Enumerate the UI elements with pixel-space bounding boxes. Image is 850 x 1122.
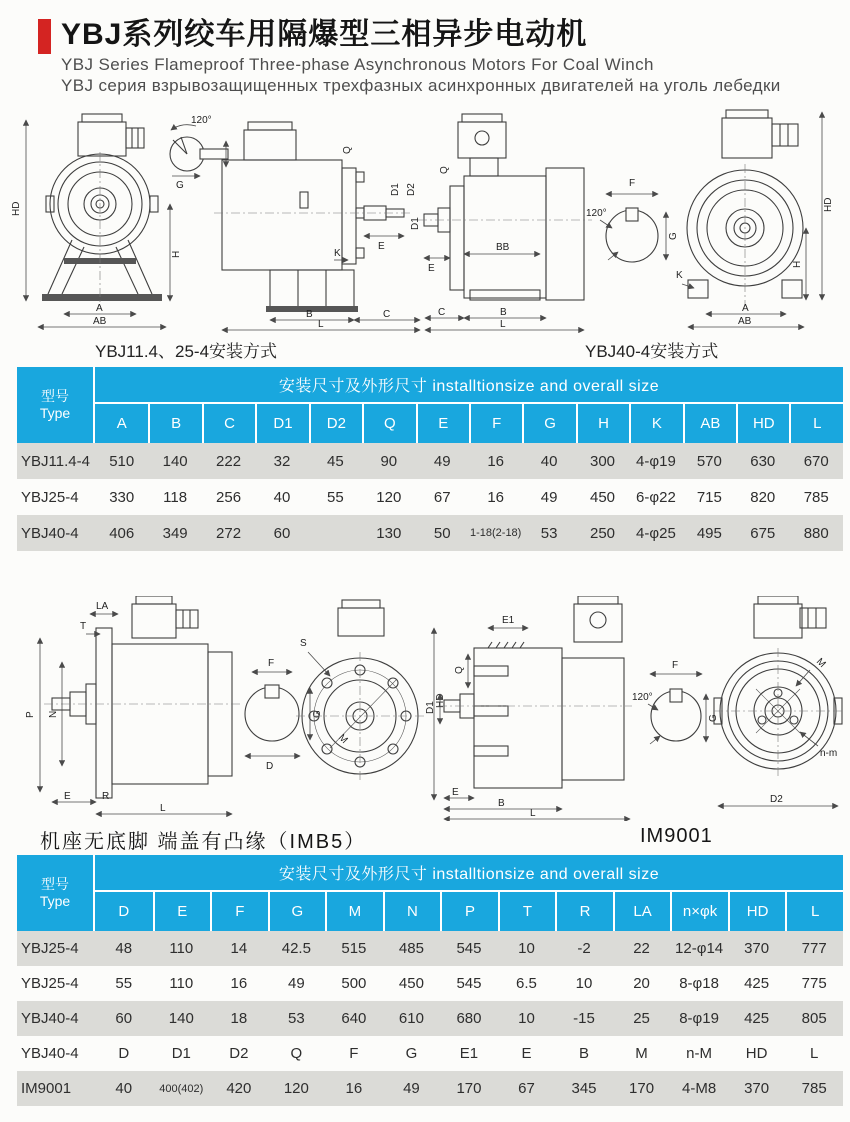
group-header: 安装尺寸及外形尺寸 installtionsize and overall size xyxy=(95,367,843,404)
dimension-value: 680 xyxy=(440,1001,498,1036)
installation-size-table-1 xyxy=(17,367,843,551)
dimension-value: 20 xyxy=(633,975,650,992)
svg-text:M: M xyxy=(813,656,828,671)
column-header: A xyxy=(95,404,148,443)
subtitle-english: YBJ Series Flameproof Three-phase Asynchronous Motors For Coal Winch xyxy=(61,55,654,74)
dimension-value: 715 xyxy=(696,488,722,506)
dimension-value: L xyxy=(810,1045,819,1062)
svg-text:F: F xyxy=(268,658,275,669)
svg-text:B: B xyxy=(500,307,507,318)
dimension-value: 16 xyxy=(469,443,522,479)
svg-text:B: B xyxy=(498,798,505,809)
table-row xyxy=(17,1071,843,1106)
svg-text:A: A xyxy=(742,303,749,314)
svg-text:E: E xyxy=(428,263,435,274)
caption-mount-ybj11: YBJ11.4、25-4安装方式 xyxy=(95,342,278,361)
svg-text:L: L xyxy=(160,803,166,814)
caption-row-2 xyxy=(0,821,850,855)
dimension-value: 140 xyxy=(153,1001,211,1036)
row-type: YBJ40-4 xyxy=(21,1045,79,1062)
svg-text:C: C xyxy=(438,307,446,318)
dimension-value: 49 xyxy=(288,975,305,992)
svg-text:D1: D1 xyxy=(390,183,401,196)
dimension-value: 170 xyxy=(613,1071,671,1106)
svg-text:AB: AB xyxy=(93,316,107,327)
table-row xyxy=(17,966,843,1001)
dimension-value: -2 xyxy=(555,931,613,966)
dimension-value: 40 xyxy=(273,488,291,506)
dimension-value: 110 xyxy=(169,975,194,992)
svg-text:K: K xyxy=(676,270,683,281)
svg-text:G: G xyxy=(312,710,323,718)
svg-text:K: K xyxy=(334,248,341,259)
svg-text:LA: LA xyxy=(96,601,109,612)
dimension-value: 785 xyxy=(803,488,829,506)
dimension-value: 16 xyxy=(230,975,248,992)
dimension-value: 820 xyxy=(750,488,776,506)
svg-text:T: T xyxy=(80,621,87,632)
caption-im9001: IM9001 xyxy=(640,825,713,847)
table-row xyxy=(17,515,843,551)
dimension-value: 805 xyxy=(785,1001,843,1036)
dimension-value: 4-φ25 xyxy=(629,515,682,551)
dimension-value: 420 xyxy=(210,1071,268,1106)
dimension-value: G xyxy=(405,1045,418,1062)
svg-text:B: B xyxy=(306,309,313,320)
dimension-value: 140 xyxy=(148,443,201,479)
side-view-imb5-drawing xyxy=(25,596,240,814)
column-header: HD xyxy=(736,404,789,443)
side-view-ybj11-drawing xyxy=(214,122,420,330)
dimension-value: 55 xyxy=(115,975,133,992)
dimension-value: 775 xyxy=(801,975,827,992)
dimension-value: B xyxy=(579,1045,590,1062)
svg-text:M: M xyxy=(335,732,350,747)
dimension-value: 349 xyxy=(148,515,201,551)
svg-text:F: F xyxy=(672,660,679,671)
dimension-value: F xyxy=(349,1045,359,1062)
caption-mount-ybj40: YBJ40-4安装方式 xyxy=(585,342,719,361)
dimension-value: 406 xyxy=(95,515,148,551)
svg-text:D1: D1 xyxy=(425,701,436,714)
dimension-value: 256 xyxy=(216,488,242,506)
dimension-value: 49 xyxy=(540,488,558,506)
dimension-value: 425 xyxy=(744,975,770,992)
dimension-value: 485 xyxy=(383,931,441,966)
subtitle-russian: YBJ серия взрывозащищенных трехфазных асинхронных двигателей на уголь лебедки xyxy=(61,76,781,95)
svg-text:D1: D1 xyxy=(410,217,421,230)
dimension-value: 12-φ14 xyxy=(670,931,728,966)
svg-text:Q: Q xyxy=(439,166,450,174)
dimension-value: 8-φ18 xyxy=(679,975,719,992)
row-type: YBJ25-4 xyxy=(17,931,95,966)
dimension-value: 610 xyxy=(383,1001,441,1036)
column-header: L xyxy=(789,404,843,443)
svg-text:L: L xyxy=(500,319,506,330)
dimension-value: D2 xyxy=(229,1045,249,1062)
svg-text:L: L xyxy=(318,319,324,330)
column-header: n×φk xyxy=(670,892,728,931)
column-header: T xyxy=(498,892,556,931)
table-row xyxy=(17,1036,843,1071)
column-header: L xyxy=(785,892,843,931)
svg-text:HD: HD xyxy=(435,693,446,708)
dimension-value: 4-φ19 xyxy=(629,443,682,479)
dimension-value: 16 xyxy=(487,488,504,506)
dimension-value: n-M xyxy=(686,1045,712,1062)
dimension-value: 25 xyxy=(613,1001,671,1036)
svg-text:G: G xyxy=(708,714,719,722)
dimension-value: 250 xyxy=(576,515,629,551)
dimension-value: 8-φ19 xyxy=(670,1001,728,1036)
dimension-value: 777 xyxy=(785,931,843,966)
column-header: F xyxy=(210,892,268,931)
caption-row-1 xyxy=(0,333,850,367)
dimension-value: 500 xyxy=(341,975,367,992)
row-type: IM9001 xyxy=(17,1071,95,1106)
dimension-value: 545 xyxy=(440,931,498,966)
dimension-value: 400(402) xyxy=(153,1071,211,1106)
svg-text:G: G xyxy=(668,232,679,240)
dimension-value: 450 xyxy=(589,488,616,506)
technical-drawings-foot-mounted xyxy=(0,108,850,333)
dimension-value: 450 xyxy=(398,975,424,992)
svg-text:H: H xyxy=(171,250,182,258)
dimension-value: D1 xyxy=(171,1045,191,1062)
svg-text:S: S xyxy=(300,638,307,649)
dimension-value: 545 xyxy=(456,975,482,992)
dimension-value: 120 xyxy=(376,488,402,506)
svg-text:Q: Q xyxy=(454,666,465,674)
dimension-value: 120 xyxy=(268,1071,326,1106)
dimension-value: 49 xyxy=(383,1071,441,1106)
svg-text:120°: 120° xyxy=(586,208,607,219)
type-column-header: 型号 Type xyxy=(17,367,95,443)
dimension-value: 60 xyxy=(255,515,308,551)
dimension-value: 10 xyxy=(498,1001,556,1036)
column-header: G xyxy=(522,404,575,443)
svg-text:E: E xyxy=(64,791,71,802)
dimension-value: 67 xyxy=(433,488,451,506)
svg-text:C: C xyxy=(383,309,391,320)
dimension-value: 370 xyxy=(728,1071,786,1106)
dimension-value: 53 xyxy=(522,515,575,551)
dimension-value: 1-18(2-18) xyxy=(469,515,522,551)
svg-text:BB: BB xyxy=(496,242,510,253)
dimension-value: 55 xyxy=(327,488,344,506)
dimension-value: 18 xyxy=(210,1001,268,1036)
row-type: YBJ25-4 xyxy=(21,488,79,506)
svg-text:E1: E1 xyxy=(502,615,515,626)
flange-front-view-drawing xyxy=(296,600,446,800)
column-header: B xyxy=(148,404,201,443)
dimension-value: 222 xyxy=(202,443,255,479)
dimension-value: 630 xyxy=(736,443,789,479)
front-view-ybj40-drawing xyxy=(676,110,834,327)
column-header: Q xyxy=(362,404,415,443)
page-title: YBJ系列绞车用隔爆型三相异步电动机 xyxy=(61,18,588,51)
front-view-ybj11-drawing xyxy=(11,114,182,327)
side-view-im9001-drawing xyxy=(425,596,632,819)
installation-size-table-2 xyxy=(17,855,843,1106)
shaft-section-detail-3 xyxy=(245,658,323,772)
table-row xyxy=(17,1001,843,1036)
column-header: D1 xyxy=(255,404,308,443)
dimension-value: 10 xyxy=(498,931,556,966)
technical-drawings-flange-mounted xyxy=(0,596,850,821)
group-header: 安装尺寸及外形尺寸 installtionsize and overall size xyxy=(95,855,843,892)
svg-text:AB: AB xyxy=(738,316,752,327)
column-header: K xyxy=(629,404,682,443)
dimension-value: 90 xyxy=(362,443,415,479)
dimension-value: M xyxy=(635,1045,648,1062)
dimension-value: 675 xyxy=(736,515,789,551)
row-type: YBJ40-4 xyxy=(17,515,95,551)
svg-text:P: P xyxy=(25,711,36,718)
dimension-value: -15 xyxy=(555,1001,613,1036)
svg-text:HD: HD xyxy=(823,197,834,212)
svg-text:D2: D2 xyxy=(770,794,783,805)
dimension-value: 10 xyxy=(575,975,593,992)
dimension-value: 670 xyxy=(789,443,843,479)
dimension-value: 50 xyxy=(416,515,469,551)
svg-text:n-m: n-m xyxy=(820,748,838,759)
column-header: G xyxy=(268,892,326,931)
dimension-value: 785 xyxy=(785,1071,843,1106)
svg-text:F: F xyxy=(629,178,636,189)
dimension-value: 4-M8 xyxy=(670,1071,728,1106)
column-header: R xyxy=(555,892,613,931)
dimension-value: 425 xyxy=(728,1001,786,1036)
row-type: YBJ40-4 xyxy=(17,1001,95,1036)
column-header: LA xyxy=(613,892,671,931)
dimension-value: 22 xyxy=(613,931,671,966)
table-row xyxy=(17,443,843,479)
column-header: P xyxy=(440,892,498,931)
svg-text:Q: Q xyxy=(342,146,353,154)
row-type: YBJ25-4 xyxy=(21,975,79,992)
shaft-section-detail-4 xyxy=(632,660,719,744)
row-type: YBJ11.4-4 xyxy=(17,443,95,479)
column-header: H xyxy=(576,404,629,443)
dimension-value: 49 xyxy=(416,443,469,479)
svg-text:120°: 120° xyxy=(191,115,212,126)
dimension-value: 330 xyxy=(109,488,135,506)
svg-text:N: N xyxy=(48,710,59,718)
dimension-value: 42.5 xyxy=(268,931,326,966)
column-header: D xyxy=(95,892,153,931)
dimension-value: 130 xyxy=(362,515,415,551)
title-accent-bar xyxy=(38,19,51,54)
dimension-value: 640 xyxy=(325,1001,383,1036)
dimension-value: 40 xyxy=(522,443,575,479)
column-header: HD xyxy=(728,892,786,931)
front-view-im9001-drawing xyxy=(714,596,842,806)
svg-text:D2: D2 xyxy=(406,183,417,196)
dimension-value: Q xyxy=(290,1045,303,1062)
type-column-header: 型号 Type xyxy=(17,855,95,931)
table-row xyxy=(17,479,843,515)
dimension-value: 40 xyxy=(95,1071,153,1106)
dimension-value: 6.5 xyxy=(516,975,537,992)
svg-text:A: A xyxy=(96,303,103,314)
svg-text:H: H xyxy=(792,260,803,268)
dimension-value: 370 xyxy=(728,931,786,966)
dimension-value: 16 xyxy=(325,1071,383,1106)
dimension-value: 515 xyxy=(325,931,383,966)
dimension-value: 14 xyxy=(210,931,268,966)
column-header: C xyxy=(202,404,255,443)
page-header xyxy=(0,0,850,96)
shaft-section-detail-2 xyxy=(586,178,679,262)
shaft-section-detail-1 xyxy=(170,115,228,191)
dimension-value xyxy=(309,515,362,551)
column-header: D2 xyxy=(309,404,362,443)
svg-text:E: E xyxy=(452,787,459,798)
dimension-value: D xyxy=(118,1045,130,1062)
dimension-value: 170 xyxy=(440,1071,498,1106)
dimension-value: E1 xyxy=(459,1045,479,1062)
svg-text:L: L xyxy=(530,808,536,819)
dimension-value: 45 xyxy=(309,443,362,479)
column-header: AB xyxy=(683,404,736,443)
svg-text:G: G xyxy=(176,180,184,191)
dimension-value: 300 xyxy=(576,443,629,479)
dimension-value: 48 xyxy=(95,931,153,966)
caption-imb5: 机座无底脚 端盖有凸缘（IMB5） xyxy=(40,831,367,853)
dimension-value: 110 xyxy=(153,931,211,966)
column-header: F xyxy=(469,404,522,443)
svg-text:D: D xyxy=(266,761,274,772)
column-header: M xyxy=(325,892,383,931)
column-header: N xyxy=(383,892,441,931)
column-header: E xyxy=(153,892,211,931)
dimension-value: 880 xyxy=(789,515,843,551)
dimension-value: E xyxy=(521,1045,532,1062)
dimension-value: 118 xyxy=(163,488,188,506)
dimension-value: 32 xyxy=(255,443,308,479)
dimension-value: 570 xyxy=(683,443,736,479)
table-row xyxy=(17,931,843,966)
dimension-value: 510 xyxy=(95,443,148,479)
column-header: E xyxy=(416,404,469,443)
svg-text:R: R xyxy=(102,791,110,802)
svg-text:E: E xyxy=(378,241,385,252)
dimension-value: 495 xyxy=(683,515,736,551)
svg-text:HD: HD xyxy=(11,201,22,216)
dimension-value: 6-φ22 xyxy=(636,488,676,506)
dimension-value: 272 xyxy=(202,515,255,551)
dimension-value: 53 xyxy=(268,1001,326,1036)
dimension-value: 60 xyxy=(95,1001,153,1036)
dimension-value: 345 xyxy=(555,1071,613,1106)
side-view-ybj40-drawing xyxy=(410,114,592,330)
dimension-value: HD xyxy=(745,1045,768,1062)
svg-text:120°: 120° xyxy=(632,692,653,703)
dimension-value: 67 xyxy=(498,1071,556,1106)
